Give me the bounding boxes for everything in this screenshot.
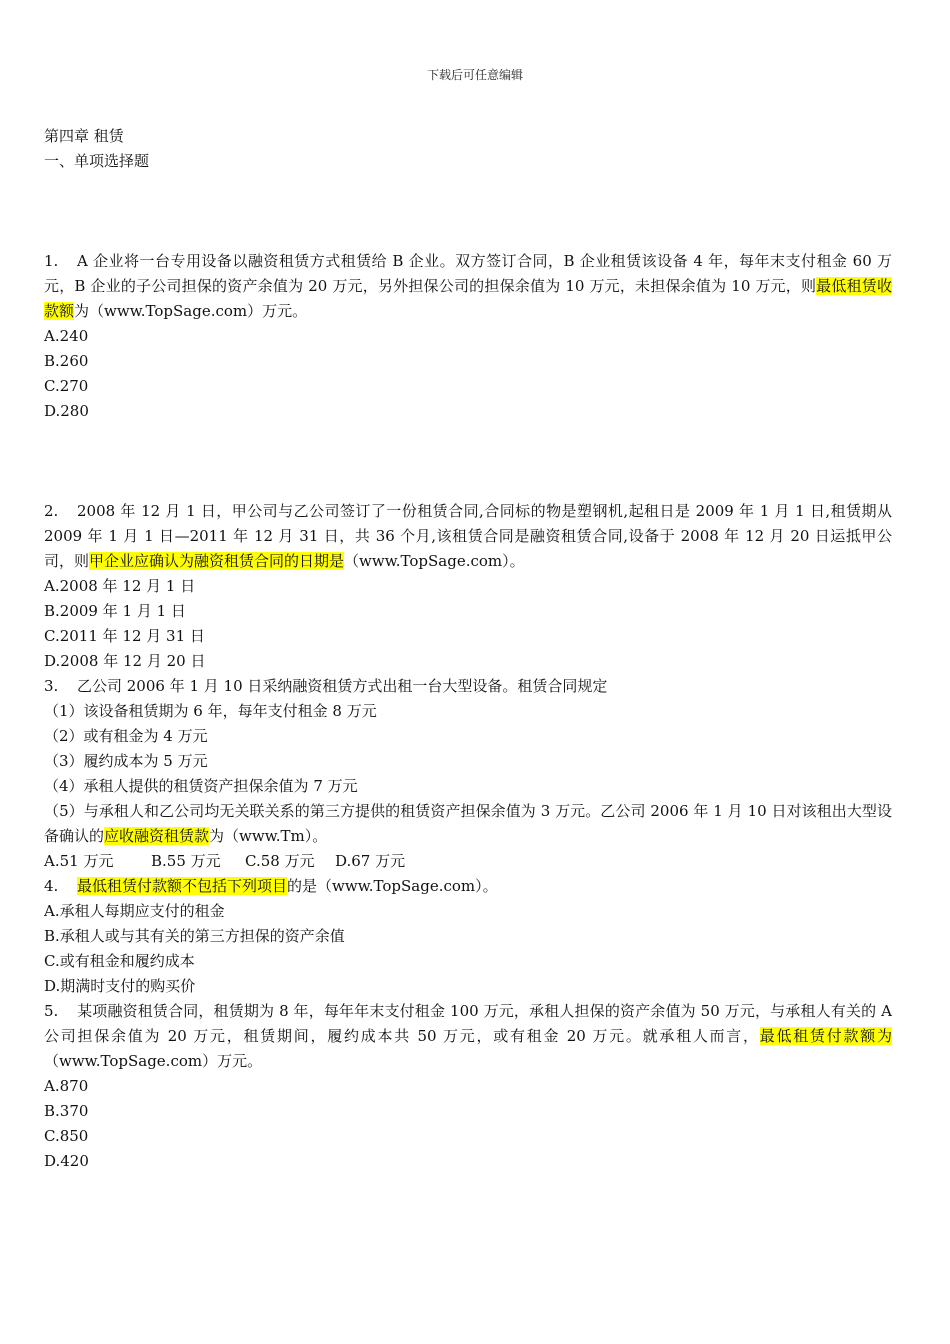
chapter-title: 第四章 租赁 bbox=[44, 127, 124, 145]
option-a: A.51 万元 bbox=[44, 852, 114, 870]
question-number: 2. bbox=[44, 502, 59, 520]
question-3 bbox=[44, 674, 892, 874]
option-d: D.280 bbox=[44, 402, 89, 420]
highlighted-term: 最低租赁付款额不包括下列项目 bbox=[77, 877, 288, 895]
document-body bbox=[44, 124, 892, 1174]
section-title: 一、单项选择题 bbox=[44, 152, 150, 170]
options-row bbox=[44, 849, 892, 874]
option-c: C.270 bbox=[44, 377, 89, 395]
contract-term-1: （1）该设备租赁期为 6 年，每年支付租金 8 万元 bbox=[44, 702, 377, 720]
option-b: B.55 万元 bbox=[151, 852, 221, 870]
option-c: C.850 bbox=[44, 1127, 89, 1145]
option-b: B.2009 年 1 月 1 日 bbox=[44, 602, 186, 620]
question-5 bbox=[44, 999, 892, 1174]
highlighted-term: 应收融资租赁款 bbox=[104, 827, 210, 845]
highlighted-term: 甲企业应确认为融资租赁合同的日期是 bbox=[89, 552, 345, 570]
option-a: A.2008 年 12 月 1 日 bbox=[44, 577, 196, 595]
question-number: 4. bbox=[44, 877, 59, 895]
question-2 bbox=[44, 499, 892, 674]
option-b: B.承租人或与其有关的第三方担保的资产余值 bbox=[44, 927, 345, 945]
question-text: 5. 某项融资租赁合同，租赁期为 8 年，每年年末支付租金 100 万元，承租人担保的资产余值为 50 万元，与承租人有关的 A 公司担保余值为 20 万元，租赁期间，履约成本共 50 万元，或有租金 20 万元。就承租人而言，最低租赁付款额为（www.TopSage.com）万元。 bbox=[44, 999, 892, 1074]
question-text: 2. 2008 年 12 月 1 日，甲公司与乙公司签订了一份租赁合同,合同标的物是塑钢机,起租日是 2009 年 1 月 1 日,租赁期从 2009 年 1 月 1 日—2011 年 12 月 31 日，共 36 个月,该租赁合同是融资租赁合同,设备于 2008 年 12 月 20 日运抵甲公司，则甲企业应确认为融资租赁合同的日期是（www.TopSage.com）。 bbox=[44, 499, 892, 574]
option-b: B.370 bbox=[44, 1102, 89, 1120]
highlighted-term: 最低租赁付款额为 bbox=[759, 1027, 892, 1045]
question-text: （5）与承租人和乙公司均无关联关系的第三方提供的租赁资产担保余值为 3 万元。乙公司 2006 年 1 月 10 日对该租出大型设备确认的应收融资租赁款为（www.Tm）。 bbox=[44, 802, 892, 845]
option-c: C.2011 年 12 月 31 日 bbox=[44, 627, 205, 645]
option-c: C.58 万元 bbox=[245, 852, 315, 870]
option-a: A.承租人每期应支付的租金 bbox=[44, 902, 225, 920]
contract-term-4: （4）承租人提供的租赁资产担保余值为 7 万元 bbox=[44, 777, 358, 795]
highlighted-term: 最低租赁收款额 bbox=[44, 277, 892, 320]
question-1 bbox=[44, 249, 892, 424]
option-d: D.420 bbox=[44, 1152, 89, 1170]
option-a: A.870 bbox=[44, 1077, 89, 1095]
question-number: 3. bbox=[44, 677, 59, 695]
question-4 bbox=[44, 874, 892, 999]
question-number: 1. bbox=[44, 252, 59, 270]
question-number: 5. bbox=[44, 1002, 59, 1020]
question-text: 1. A 企业将一台专用设备以融资租赁方式租赁给 B 企业。双方签订合同，B 企业租赁该设备 4 年，每年末支付租金 60 万元，B 企业的子公司担保的资产余值为 20 万元，另外担保公司的担保余值为 10 万元，未担保余值为 10 万元，则最低租赁收款额为（www.TopSage.com）万元。 bbox=[44, 249, 892, 324]
contract-term-3: （3）履约成本为 5 万元 bbox=[44, 752, 208, 770]
option-d: D.67 万元 bbox=[335, 852, 406, 870]
option-d: D.期满时支付的购买价 bbox=[44, 977, 196, 995]
option-a: A.240 bbox=[44, 327, 89, 345]
option-c: C.或有租金和履约成本 bbox=[44, 952, 195, 970]
option-d: D.2008 年 12 月 20 日 bbox=[44, 652, 206, 670]
question-intro: 3. 乙公司 2006 年 1 月 10 日采纳融资租赁方式出租一台大型设备。租赁合同规定 bbox=[44, 674, 892, 699]
question-text: 4. 最低租赁付款额不包括下列项目的是（www.TopSage.com）。 bbox=[44, 874, 892, 899]
option-b: B.260 bbox=[44, 352, 89, 370]
page-header-note: 下载后可任意编辑 bbox=[426, 68, 523, 82]
contract-term-2: （2）或有租金为 4 万元 bbox=[44, 727, 208, 745]
